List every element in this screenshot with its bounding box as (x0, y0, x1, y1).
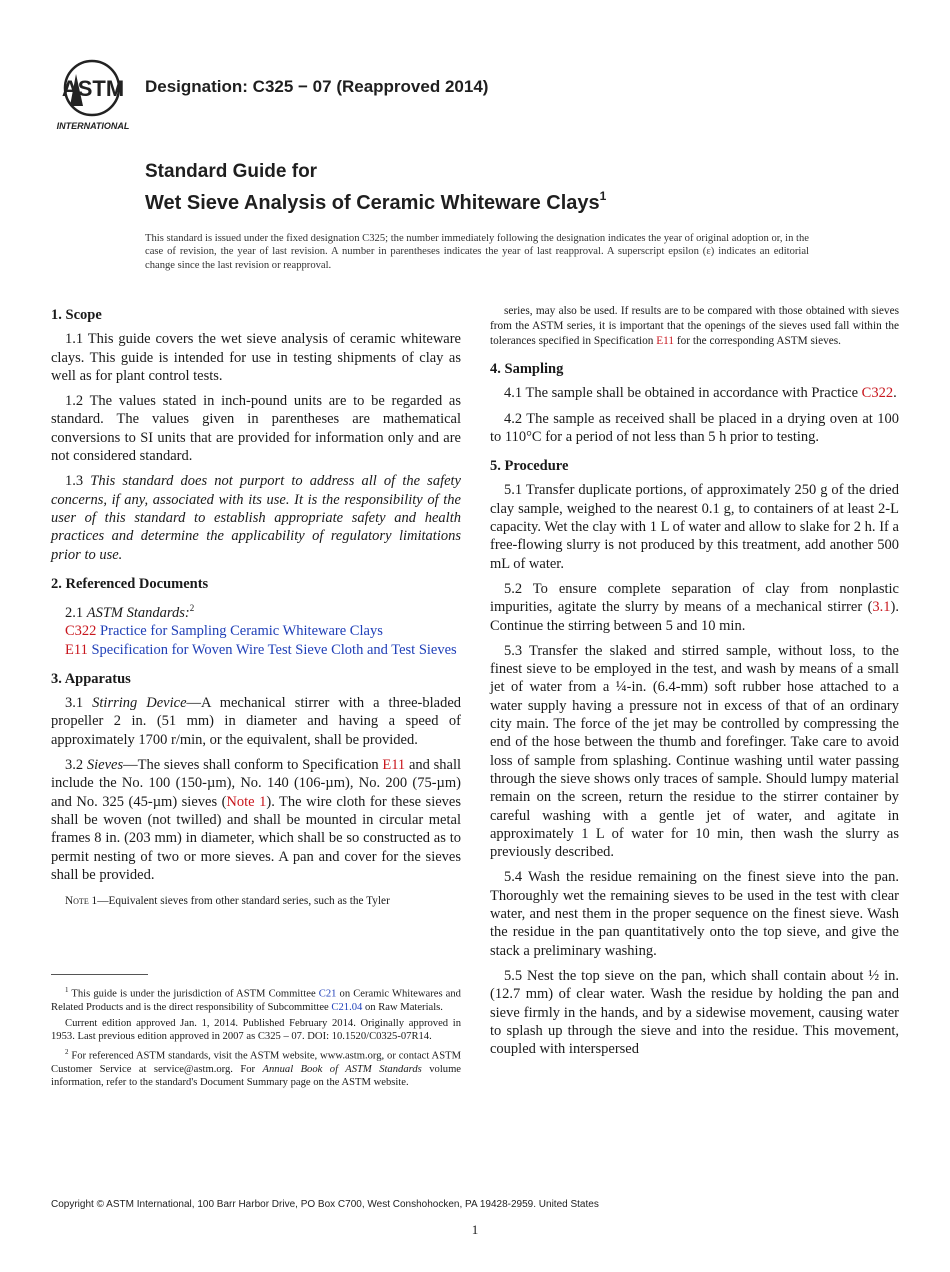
footnote-rule (51, 974, 148, 975)
footnote-2: $^2$ For referenced ASTM standards, visit the ASTM website, www.astm.org, or contact ASTM Customer Service at service@astm.org. For Annual Book of ASTM Standards volume information, refer to the standard's Document Summary page on the ASTM website. (51, 1048, 462, 1089)
link-c21-04[interactable]: C21.04 (331, 1001, 363, 1013)
link-c322-inline[interactable]: C322 (861, 385, 894, 402)
title-footnote-mark: 1 (599, 189, 607, 203)
heading-sampling: 4. Sampling (490, 361, 564, 377)
footnotes (51, 984, 461, 1092)
note-1-continued: series, may also be used. If results are to be compared with those obtained with sieves from the ASTM series, it is important that the openings of the sieves used fall within the tolerances specified in Specification E11 for the corresponding ASTM sieves. (490, 305, 899, 347)
heading-procedure: 5. Procedure (490, 458, 569, 475)
link-3-1[interactable]: 3.1 (872, 599, 891, 616)
para-5-2: 5.2 To ensure complete separation of clay from nonplastic impurities, agitate the slurry by means of a mechanical stirrer (3.1). Continue the stirring between 5 and 10 min. (490, 580, 899, 634)
footnote-1-edition: Current edition approved Jan. 1, 2014. Published February 2014. Originally approved in 1953. Last previous edition approved in 2007 as C325 – 07. DOI: 10.1520/C0325-07R14. (51, 1017, 461, 1043)
para-2-1: 2.1 ASTM Standards:$^2$ (65, 603, 195, 621)
ref-c322 (51, 622, 461, 640)
link-e11-inline[interactable]: E11 (382, 757, 406, 774)
para-1-3: 1.3 This standard does not purport to address all of the safety concerns, if any, associated with its use. It is the responsibility of the user of this standard to establish appropriate safety and health practices and determine the applicability of regulatory limitations prior to use. (51, 473, 461, 563)
para-1-1: 1.1 This guide covers the wet sieve analysis of ceramic whiteware clays. This guide is intended for use in testing shipments of clay as well as for plant control tests. (51, 331, 461, 384)
document-title (145, 160, 606, 216)
title-line-2: Wet Sieve Analysis of Ceramic Whiteware Clays$^1$ (145, 189, 607, 214)
designation: Designation: C325 − 07 (Reapproved 2014) (145, 77, 489, 96)
c322-title[interactable]: Practice for Sampling Ceramic Whiteware Clays (100, 623, 383, 640)
title-line-1: Standard Guide for (145, 161, 318, 182)
para-4-2: 4.2 The sample as received shall be placed in a drying oven at 100 to 110°C for a period of not less than 5 h prior to testing. (490, 410, 899, 445)
svg-text:INTERNATIONAL: INTERNATIONAL (56, 121, 130, 131)
link-c322[interactable]: C322 (65, 623, 97, 640)
link-note-1[interactable]: Note 1 (226, 793, 267, 810)
para-4-1: 4.1 The sample shall be obtained in accordance with Practice C322. (504, 385, 897, 402)
left-column (51, 304, 461, 915)
para-1-2: 1.2 The values stated in inch-pound units are to be regarded as standard. The values given in parentheses are mathematical conversions to SI units that are provided for information only and are not considered standard. (51, 393, 461, 465)
right-column (490, 304, 899, 1065)
para-5-1: 5.1 Transfer duplicate portions, of approximately 250 g of the dried clay sample, weighed to the nearest 0.1 g, to containers of at least 2-L capacity. Wet the clay with 1 L of water and allow to slake for 2 h. If a free-flowing slurry is not produced by this treatment, add another 500 mL of water. (490, 482, 899, 572)
para-3-1: 3.1 Stirring Device—A mechanical stirrer with a three-bladed propeller 2 in. (51 mm) in diameter and having a speed of approximately 1700 r/min, or the equivalent, shall be provided. (51, 695, 462, 748)
astm-logo (50, 58, 136, 134)
copyright: Copyright © ASTM International, 100 Barr Harbor Drive, PO Box C700, West Conshohocken, PA 19428-2959. United States (51, 1199, 599, 1210)
link-c21[interactable]: C21 (318, 988, 337, 1000)
heading-referenced-documents: 2. Referenced Documents (51, 575, 209, 592)
para-3-2: 3.2 Sieves—The sieves shall conform to Specification E11 and shall include the No. 100 (150-µm), No. 140 (106-µm), No. 200 (75-µm) and No. 325 (45-µm) sieves (Note 1). The wire cloth for these sieves shall be woven (not twilled) and shall be mounted in circular metal frames 8 in. (203 mm) in diameter, which shall be so constructed as to permit nesting of two or more sieves. A pan and cover for the sieves shall be provided. (51, 757, 462, 883)
para-5-4: 5.4 Wash the residue remaining on the finest sieve into the pan. Thoroughly wet the remaining sieves to be used in the test with clear water, and nest them in the proper sequence on the finest sieve. Wash the residue in the pan quantitatively onto the top sieve, and give the stack a preliminary washing. (490, 869, 899, 959)
e11-title[interactable]: Specification for Woven Wire Test Sieve Cloth and Test Sieves (91, 641, 457, 658)
preamble: This standard is issued under the fixed designation C325; the number immediately following the designation indicates the year of original adoption or, in the case of revision, the year of last revision. A number in parentheses indicates the year of last reapproval. A superscript epsilon (ε) indicates an editorial change since the last revision or reapproval. (145, 233, 809, 271)
svg-text:ASTM: ASTM (61, 76, 125, 101)
para-5-5: 5.5 Nest the top sieve on the pan, which shall contain about ½ in. (12.7 mm) of clear water. Wash the residue by holding the pan and sieve firmly in the hands, and by a sidewise movement, causing water to splash up through the sieve and into the residue. This movement, coupled with interspersed (490, 967, 899, 1058)
link-e11-note[interactable]: E11 (656, 335, 675, 347)
link-e11[interactable]: E11 (65, 641, 88, 658)
ref-e11 (51, 641, 461, 659)
heading-apparatus: 3. Apparatus (51, 670, 131, 687)
para-5-3: 5.3 Transfer the slaked and stirred sample, without loss, to the finest sieve to be employed in the test, and wash by means of a small jet of water from a ¼-in. (6.4-mm) soft rubber hose attached to a water supply having a pressure not in excess of that of an ordinary city main. The force of the jet may be controlled by compressing the end of the hose between the thumb and forefinger. Take care to avoid loss of sample from splashing. Continue washing until water passing through the sieve shows only traces of sample. Should lumpy material remain on the screen, return the residue to the stirrer container by careful washing with a gentle jet of water, and agitate in approximately 1 L of water for 10 min, then wash the slurry as previously described. (490, 642, 899, 861)
heading-scope: 1. Scope (51, 307, 102, 323)
footnote-1: $^1$ This guide is under the jurisdiction of ASTM Committee C21 on Ceramic Whitewares and Related Products and is the direct responsibility of Subcommittee C21.04 on Raw Materials. (51, 986, 461, 1013)
note-1: Note 1—Equivalent sieves from other standard series, such as the Tyler (65, 895, 390, 908)
page-number: 1 (471, 1222, 479, 1237)
